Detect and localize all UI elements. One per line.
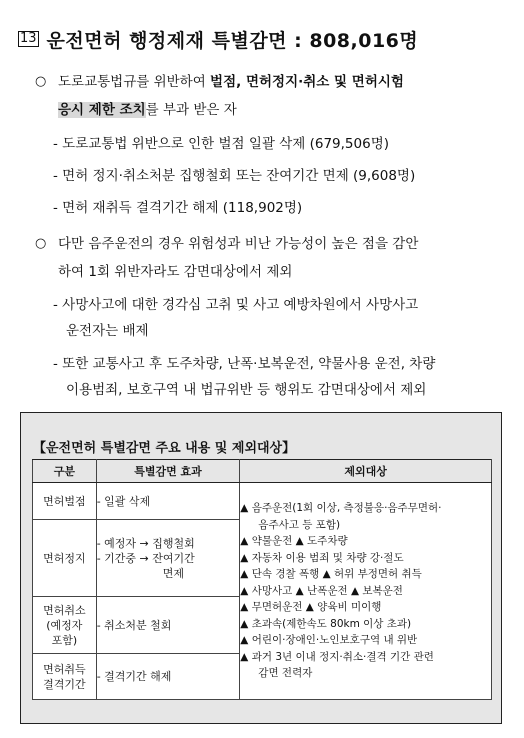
category-line: 포함): [51, 633, 78, 647]
effect-line: 면제: [162, 566, 184, 580]
effect-cell: - 일괄 삭제: [96, 483, 240, 520]
section1-item: - 면허 재취득 결격기간 해제 (118,902명): [53, 200, 303, 216]
category-line: 결격기간: [43, 677, 86, 691]
category-line: (예정자: [46, 618, 83, 632]
exclusion-item: ▲ 어린이·장애인·노인보호구역 내 위반: [240, 634, 418, 647]
exclusion-item: ▲ 약물운전 ▲ 도주차량: [240, 535, 348, 548]
exclusion-item: ▲ 초과속(제한속도 80km 이상 초과): [240, 617, 412, 630]
effect-line: - 기간중 → 잔여기간: [96, 551, 195, 565]
exclusion-item: ▲ 자동차 이용 범죄 및 차량 강·절도: [240, 551, 404, 564]
header-effect: 특별감면 효과: [96, 460, 240, 483]
section2-item1-line1: - 사망사고에 대한 경각심 고취 및 사고 예방차원에서 사망사고: [53, 297, 419, 313]
section1-line1-bold: 벌점, 면허정지·취소 및 면허시험: [210, 74, 404, 90]
section1-item: - 도로교통법 위반으로 인한 벌점 일괄 삭제 (679,506명): [53, 136, 390, 152]
section1-line2: [58, 101, 237, 119]
table-row: [33, 483, 492, 520]
header-category: 구분: [33, 460, 97, 483]
category-cell: 면허벌점: [33, 483, 97, 520]
summary-table: [32, 459, 492, 700]
section1-line1-plain: 도로교통법규를 위반하여: [58, 74, 211, 90]
exclusion-item: ▲ 무면허운전 ▲ 양육비 미이행: [240, 601, 382, 614]
effect-cell: [96, 520, 240, 597]
section2-item2-line2: 이용범죄, 보호구역 내 법규위반 등 행위도 감면대상에서 제외: [66, 382, 427, 398]
effect-cell: - 취소처분 철회: [96, 597, 240, 654]
table-header-row: [33, 460, 492, 483]
summary-box: [20, 412, 502, 724]
bullet-circle: ○: [35, 74, 47, 89]
effect-cell: - 결격기간 해제: [96, 654, 240, 700]
section1-line2-highlight: 응시 제한 조치: [58, 102, 146, 118]
exclusion-item: ▲ 과거 3년 이내 정지·취소·결격 기간 관련: [240, 650, 434, 663]
exclusions-cell: [240, 483, 492, 700]
section1-item: - 면허 정지·취소처분 집행철회 또는 잔여기간 면제 (9,608명): [53, 168, 416, 184]
document-title: [18, 26, 418, 52]
box-title: 【운전면허 특별감면 주요 내용 및 제외대상】: [33, 441, 296, 456]
bullet-circle: ○: [35, 236, 47, 251]
section2-line2: 하여 1회 위반자라도 감면대상에서 제외: [58, 264, 293, 280]
exclusion-item: ▲ 사망사고 ▲ 난폭운전 ▲ 보복운전: [240, 584, 403, 597]
title-text: 운전면허 행정제재 특별감면 : 808,016명: [46, 29, 419, 52]
section1-line2-plain: 를 부과 받은 자: [145, 102, 237, 118]
exclusion-item: ▲ 음주운전(1회 이상, 측정불응·음주무면허·: [240, 502, 442, 515]
exclusion-item: 감면 전력자: [258, 667, 313, 680]
section2-item2-line1: - 또한 교통사고 후 도주차량, 난폭·보복운전, 약물사용 운전, 차량: [53, 356, 436, 372]
category-line: 면허취소: [43, 603, 86, 617]
category-cell: 면허정지: [33, 520, 97, 597]
effect-line: - 예정자 → 집행철회: [96, 536, 195, 550]
section2-line1: 다만 음주운전의 경우 위험성과 비난 가능성이 높은 점을 감안: [58, 236, 419, 252]
section2-item1-line2: 운전자는 배제: [66, 323, 149, 339]
section1-line1: [58, 73, 404, 91]
category-line: 면허취득: [43, 662, 86, 676]
exclusion-item: 음주사고 등 포함): [258, 518, 341, 531]
category-cell: [33, 597, 97, 654]
exclusion-item: ▲ 단속 경찰 폭행 ▲ 허위 부정면허 취득: [240, 568, 422, 581]
header-exclusions: 제외대상: [240, 460, 492, 483]
section-number-box: 13: [20, 31, 37, 46]
category-cell: [33, 654, 97, 700]
